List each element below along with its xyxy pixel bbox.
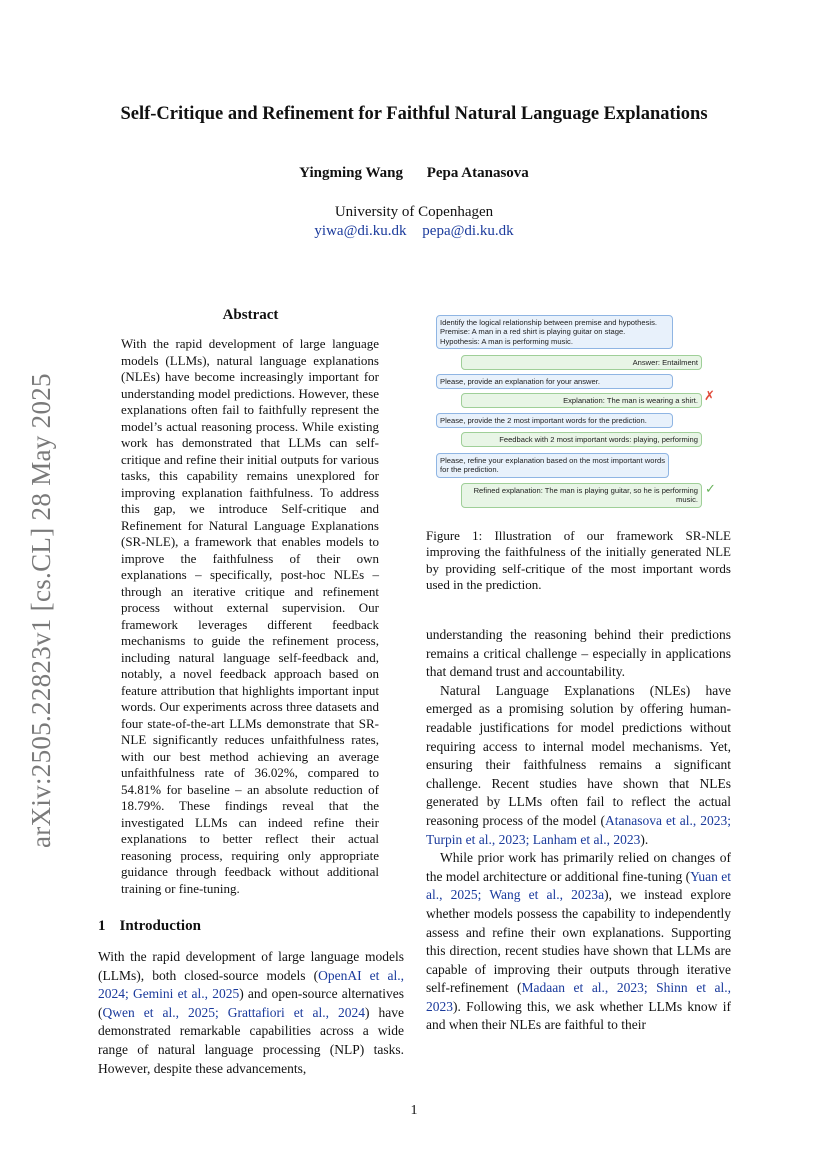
section-heading — [98, 918, 201, 935]
figure-1-diagram — [436, 312, 736, 512]
prompt-bubble — [436, 315, 673, 349]
citation-link[interactable]: Atanasova et al., 2023; Turpin et al., 2023; Lanham et al., 2023 — [426, 812, 731, 847]
text-run: ) have demonstrated remarkable capabilities across a wide range of natural language processing (NLP) tasks. However, despite these advancements, — [98, 1004, 405, 1076]
intro-column-right — [426, 626, 731, 1035]
paper-title: Self-Critique and Refinement for Faithful Natural Language Explanations — [120, 104, 708, 124]
feedback-bubble: Feedback with 2 most important words: playing, performing — [461, 432, 702, 447]
arxiv-stamp: arXiv:2505.22823v1 [cs.CL] 28 May 2025 — [26, 373, 56, 848]
ask-words-bubble: Please, provide the 2 most important words for the prediction. — [436, 413, 673, 428]
intro-paragraph: understanding the reasoning behind their predictions remains a critical challenge – especially in applications that demand trust and accountability. — [426, 627, 731, 680]
intro-paragraph — [426, 849, 731, 1035]
citation-link[interactable]: Yuan et al., 2025; Wang et al., 2023a — [426, 868, 731, 903]
email-link[interactable]: yiwa@di.ku.dk — [314, 223, 407, 239]
abstract-heading: Abstract — [222, 307, 279, 323]
citation-link[interactable]: Qwen et al., 2025; Grattafiori et al., 2024 — [102, 1004, 366, 1020]
page-number: 1 — [410, 1103, 418, 1118]
section-title: Introduction — [119, 918, 201, 934]
text-run: While prior work has primarily relied on changes of the model architecture or additional fine-tuning ( — [426, 850, 731, 884]
cross-icon: ✗ — [704, 388, 715, 403]
intro-paragraph-left — [98, 948, 404, 1078]
section-number: 1 — [98, 918, 106, 934]
intro-paragraph — [426, 682, 731, 849]
figure-caption: Figure 1: Illustration of our framework SR-NLE improving the faithfulness of the initially generated NLE by providing self-critique of the most important words used in the prediction. — [426, 528, 731, 593]
affiliation: University of Copenhagen — [334, 204, 494, 220]
text-run: ). Following this, we ask whether LLMs know if and when their NLEs are faithful to their — [426, 998, 731, 1033]
check-icon: ✓ — [705, 481, 716, 496]
text-run: Natural Language Explanations (NLEs) have emerged as a promising solution by offering human-readable justifications for model predictions without requiring access to internal model mechanisms. Yet, ensuring their faithfulness remains a significant challenge. Recent studies have shown that NLEs generated by LLMs often fail to reflect the actual reasoning process of the model ( — [426, 682, 731, 828]
author-list — [0, 165, 828, 182]
text-run: ). — [640, 831, 649, 847]
prompt-line: Identify the logical relationship between premise and hypothesis. — [440, 318, 657, 327]
explanation-bubble: Explanation: The man is wearing a shirt. — [461, 393, 702, 408]
refined-bubble: Refined explanation: The man is playing guitar, so he is performing music. — [461, 483, 702, 508]
citation-link[interactable]: OpenAI et al., 2024; Gemini et al., 2025 — [98, 967, 404, 1002]
citation-link[interactable]: Madaan et al., 2023; Shinn et al., 2023 — [426, 980, 731, 1014]
ask-refine-bubble: Please, refine your explanation based on the most important words for the prediction. — [436, 453, 669, 478]
abstract-body: With the rapid development of large language models (LLMs), natural language explanations (NLEs) have become increasingly important for understanding model predictions. However, these explanations often fail to faithfully represent the model’s actual reasoning process. While existing work has demonstrated that LLMs can self-critique and refine their initial outputs for various tasks, this capability remains unexplored for improving explanation faithfulness. To address this gap, we introduce Self-critique and Refinement for Natural Language Explanations (SR-NLE), a framework that enables models to improve the faithfulness of their own explanations – specifically, post-hoc NLEs – through an iterative critique and refinement process without external supervision. Our framework leverages different feedback mechanisms to guide the refinement process, including natural language self-feedback and, notably, a novel feedback approach based on feature attribution that highlights important input words. Our experiments across three datasets and four state-of-the-art LLMs demonstrate that SR-NLE significantly reduces unfaithfulness rates, with our best method achieving an average unfaithfulness rate of 36.02%, compared to 54.81% for baseline – an absolute reduction of 18.79%. These findings reveal that the investigated LLMs can indeed refine their explanations to better reflect their actual reasoning process, requiring only appropriate guidance through feedback without additional training or fine-tuning. — [121, 336, 379, 896]
email-link[interactable]: pepa@di.ku.dk — [422, 223, 514, 239]
text-run: ), we instead explore whether models possess the capability to independently assess and refine their own explanations. Supporting this direction, recent studies have shown that LLMs are capable of improving their outputs through iterative self-refinement ( — [426, 887, 731, 996]
answer-bubble: Answer: Entailment — [461, 355, 702, 370]
ask-explanation-bubble: Please, provide an explanation for your answer. — [436, 374, 673, 389]
text-run: With the rapid development of large language models (LLMs), both closed-source models ( — [98, 949, 404, 983]
prompt-line: Premise: A man in a red shirt is playing guitar on stage. — [440, 327, 626, 337]
author-name: Yingming Wang — [299, 165, 403, 181]
author-name: Pepa Atanasova — [426, 165, 529, 181]
text-run: ) and open-source alternatives ( — [98, 986, 404, 1020]
prompt-line: Hypothesis: A man is performing music. — [440, 336, 573, 346]
email-list — [0, 223, 828, 240]
